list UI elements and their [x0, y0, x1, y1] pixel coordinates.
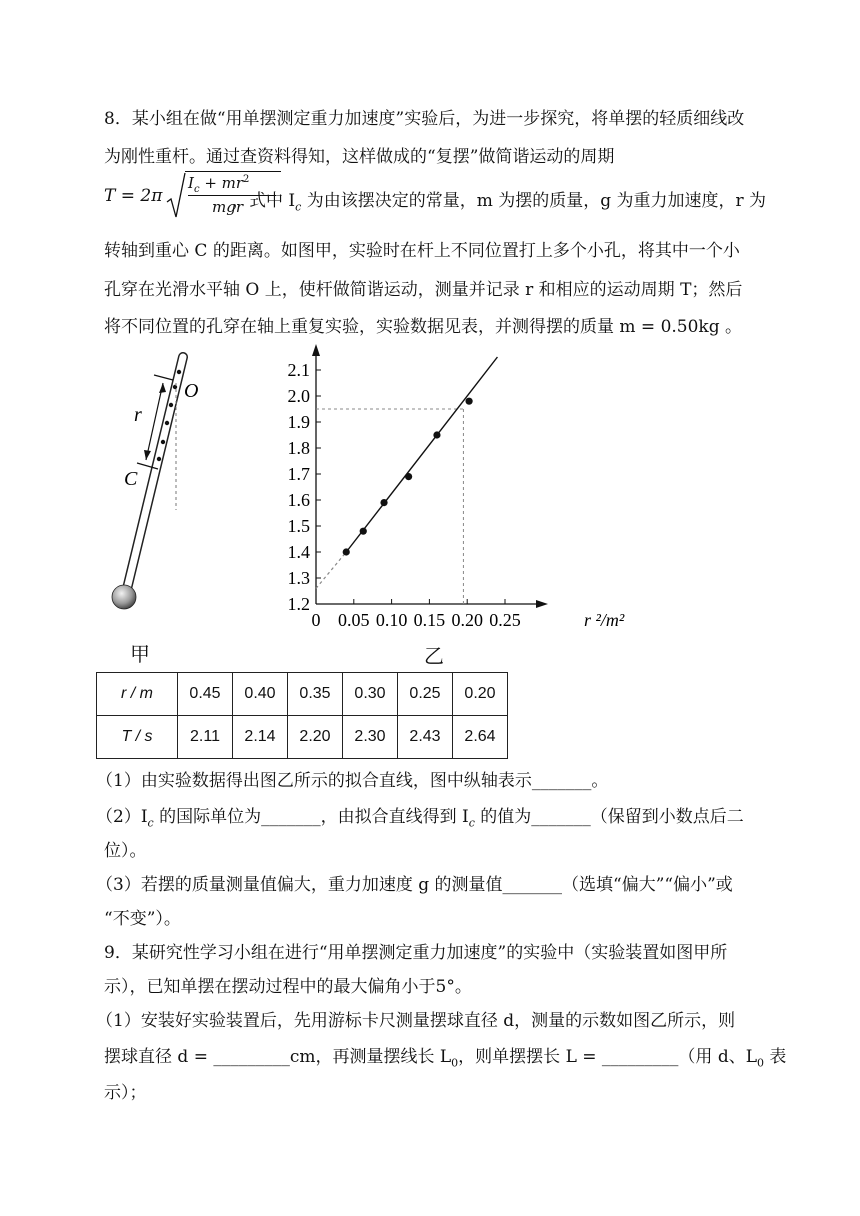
q9-line5: 示）；	[104, 1083, 147, 1103]
formula-lhs: T = 2π	[104, 186, 163, 206]
y-tick-label: 1.2	[287, 594, 310, 614]
label-O: O	[184, 380, 199, 402]
x-axis-arrow	[536, 600, 548, 608]
y-tick-label: 2.0	[287, 386, 310, 406]
q8-line5: 孔穿在光滑水平轴 O 上，使杆做简谐运动，测量并记录 r 和相应的运动周期 T；然后	[104, 280, 743, 300]
y-axis-arrow	[312, 344, 320, 356]
table-cell: 0.20	[453, 673, 508, 716]
fit-line	[346, 357, 497, 552]
x-tick-label: 0.10	[375, 610, 408, 630]
q8-sub1: （1）由实验数据得出图乙所示的拟合直线，图中纵轴表示_______。	[96, 771, 609, 791]
x-tick-label: 0.20	[451, 610, 483, 630]
data-point	[433, 431, 440, 438]
y-tick-label: 1.7	[287, 464, 310, 484]
table-cell: 0.40	[233, 673, 288, 716]
figure-label-yi: 乙	[424, 644, 444, 668]
formula-denominator: mgr	[212, 198, 243, 216]
q8-sub3: （3）若摆的质量测量值偏大，重力加速度 g 的测量值_______（选填“偏大”“偏小”或	[96, 875, 733, 895]
x-tick-label: 0.05	[338, 610, 370, 630]
q8-sub2: $(2)I_c$ 的国际单位为_______，由拟合直线得到 $I_c$ 的值为_______（保留到小数点后二	[96, 807, 744, 830]
x-tick-label: 0.25	[489, 610, 521, 630]
figure-label-jia: 甲	[130, 642, 150, 666]
q9-line3: （1）安装好实验装置后，先用游标卡尺测量摆球直径 d，测量的示数如图乙所示，则	[96, 1011, 736, 1031]
y-tick-label: 2.1	[287, 360, 310, 380]
x-tick-label: 0	[311, 610, 321, 630]
y-tick-label: 1.8	[287, 438, 310, 458]
q8-line6: 将不同位置的孔穿在轴上重复实验，实验数据见表，并测得摆的质量 m = 0.50kg 。	[104, 317, 743, 337]
table-cell: 0.35	[288, 673, 343, 716]
q8-line4: 转轴到重心 C 的距离。如图甲，实验时在杆上不同位置打上多个小孔，将其中一个小	[104, 241, 740, 261]
q8-sub3-cont: “不变”）。	[104, 909, 181, 929]
data-point	[405, 473, 412, 480]
table-cell: 2.11	[178, 716, 233, 759]
table-header-r: r / m	[97, 673, 178, 716]
q8-line3: ，式中 $I_c$ 为由该摆决定的常量，m 为摆的质量，g 为重力加速度，r 为	[232, 191, 767, 214]
x-axis-label: r ²/m²	[584, 610, 625, 630]
figure-jia-rod-pendulum	[100, 345, 220, 615]
sqrt-sign	[166, 172, 186, 220]
data-point	[360, 528, 367, 535]
label-r: r	[134, 404, 142, 426]
y-tick-label: 1.6	[287, 490, 310, 510]
y-tick-label: 1.4	[287, 542, 310, 562]
period-formula	[104, 170, 250, 220]
table-header-T: T / s	[97, 716, 178, 759]
table-row-r	[97, 673, 508, 716]
q9-line4: 摆球直径 d = _________cm，再测量摆线长 $L_0$，则单摆摆长 L = _________（用 d、$L_0$ 表	[104, 1047, 787, 1070]
data-point	[465, 398, 472, 405]
data-point	[343, 548, 350, 555]
pendulum-ball	[112, 585, 136, 609]
table-cell: 0.25	[398, 673, 453, 716]
table-cell: 2.43	[398, 716, 453, 759]
y-tick-label: 1.3	[287, 568, 310, 588]
table-cell: 2.14	[233, 716, 288, 759]
figure-yi-chart	[270, 340, 650, 640]
table-row-T	[97, 716, 508, 759]
formula-numerator: $I_c + mr^2$	[188, 174, 250, 195]
table-cell: 0.30	[343, 673, 398, 716]
x-tick-label: 0.15	[413, 610, 446, 630]
q9-line1: 9．某研究性学习小组在进行“用单摆测定重力加速度”的实验中（实验装置如图甲所	[104, 943, 728, 963]
table-cell: 2.64	[453, 716, 508, 759]
data-point	[380, 499, 387, 506]
table-cell: 2.30	[343, 716, 398, 759]
q8-line2: 为刚性重杆。通过查资料得知，这样做成的“复摆”做简谐运动的周期	[104, 147, 615, 167]
q8-sub2-cont: 位）。	[104, 841, 147, 861]
label-C: C	[124, 468, 138, 490]
fit-line-extension	[316, 552, 346, 588]
q9-line2: 示），已知单摆在摆动过程中的最大偏角小于5°。	[104, 977, 472, 997]
data-table	[96, 672, 508, 759]
table-cell: 2.20	[288, 716, 343, 759]
q8-line1: 8．某小组在做“用单摆测定重力加速度”实验后，为进一步探究，将单摆的轻质细线改	[104, 109, 745, 129]
table-cell: 0.45	[178, 673, 233, 716]
y-tick-label: 1.5	[287, 516, 310, 536]
y-tick-label: 1.9	[287, 412, 310, 432]
